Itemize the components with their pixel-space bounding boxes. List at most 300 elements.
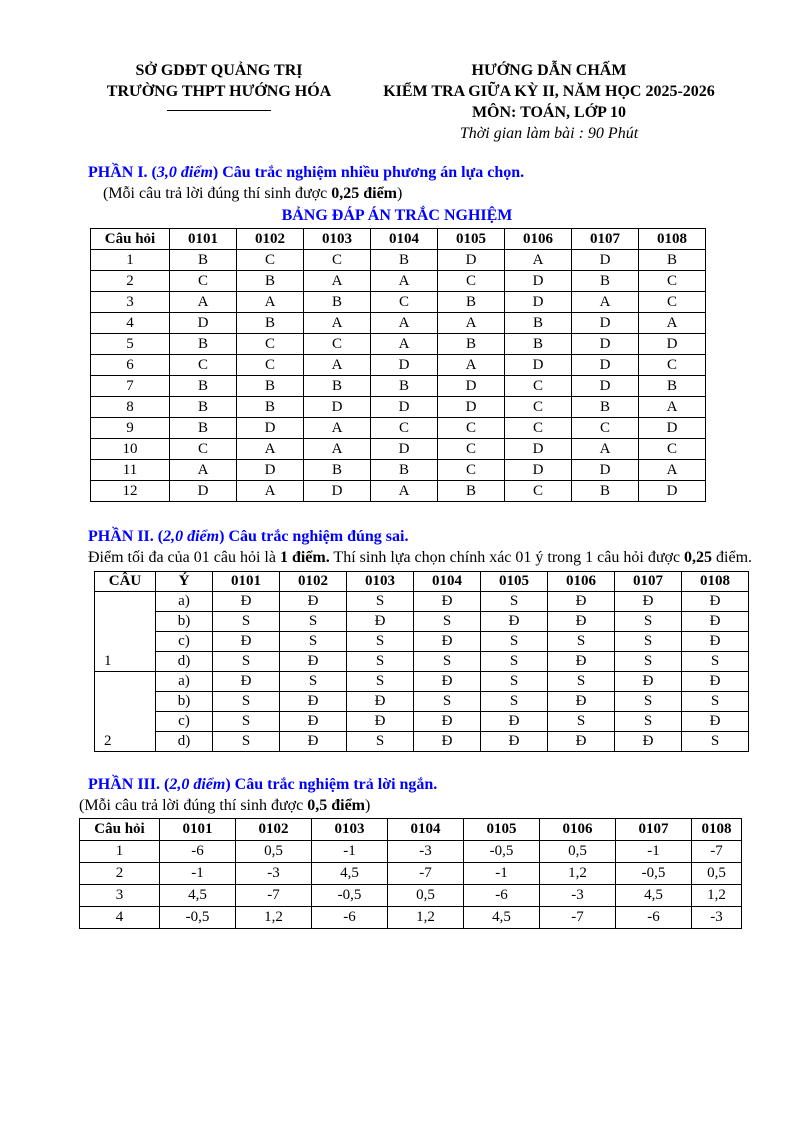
answer-cell: C	[371, 292, 438, 313]
answer-cell: D	[639, 481, 706, 502]
part3-heading	[88, 774, 748, 795]
answer-cell: S	[347, 632, 414, 652]
answer-cell: A	[639, 460, 706, 481]
answer-cell: Đ	[347, 692, 414, 712]
item-label: d)	[156, 652, 213, 672]
question-number: 8	[91, 397, 170, 418]
answer-cell: -6	[312, 907, 388, 929]
column-header: 0105	[438, 229, 505, 250]
answer-cell: C	[639, 439, 706, 460]
answer-cell: S	[481, 652, 548, 672]
answer-cell: D	[170, 313, 237, 334]
column-header: Câu hỏi	[80, 819, 160, 841]
column-header: 0108	[682, 572, 749, 592]
part1-heading	[88, 162, 748, 183]
column-header: 0107	[615, 572, 682, 592]
answer-cell: S	[548, 672, 615, 692]
answer-cell: -7	[540, 907, 616, 929]
table-row	[95, 652, 749, 672]
answer-cell: S	[414, 692, 481, 712]
answer-cell: D	[170, 481, 237, 502]
answer-cell: C	[438, 460, 505, 481]
table-row	[91, 271, 706, 292]
table-row	[91, 397, 706, 418]
answer-cell: S	[280, 612, 347, 632]
answer-cell: D	[438, 376, 505, 397]
answer-cell: A	[639, 397, 706, 418]
column-header: 0102	[236, 819, 312, 841]
table-row	[95, 632, 749, 652]
column-header: 0108	[692, 819, 742, 841]
divider-line	[167, 110, 271, 111]
answer-cell: Đ	[682, 712, 749, 732]
question-number: 2	[80, 863, 160, 885]
part1-heading-suffix: ) Câu trắc nghiệm nhiều phương án lựa chọn.	[212, 164, 525, 181]
answer-cell: A	[505, 250, 572, 271]
answer-cell: S	[615, 612, 682, 632]
department-name: SỞ GDĐT QUẢNG TRỊ	[135, 62, 303, 79]
answer-cell: D	[505, 355, 572, 376]
column-header: Ý	[156, 572, 213, 592]
answer-cell: S	[213, 692, 280, 712]
answer-cell: 4,5	[312, 863, 388, 885]
answer-cell: A	[371, 271, 438, 292]
question-number: 5	[91, 334, 170, 355]
table-row	[91, 439, 706, 460]
answer-cell: A	[572, 439, 639, 460]
answer-cell: S	[213, 712, 280, 732]
table-row	[91, 250, 706, 271]
answer-cell: C	[237, 355, 304, 376]
answer-cell: C	[237, 334, 304, 355]
answer-cell: D	[639, 334, 706, 355]
part2-note-seg3: điểm.	[712, 549, 753, 566]
answer-cell: S	[280, 632, 347, 652]
answer-cell: D	[572, 334, 639, 355]
part3-heading-points: 2,0 điểm	[169, 776, 226, 793]
answer-cell: -0,5	[160, 907, 236, 929]
answer-cell: Đ	[548, 612, 615, 632]
part3-shortanswer-table	[79, 818, 742, 929]
answer-cell: Đ	[548, 692, 615, 712]
answer-cell: A	[639, 313, 706, 334]
answer-cell: S	[481, 592, 548, 612]
column-header: 0104	[388, 819, 464, 841]
column-header: 0106	[540, 819, 616, 841]
table-row	[91, 376, 706, 397]
document-title: HƯỚNG DẪN CHẤM	[471, 62, 627, 79]
answer-cell: Đ	[347, 612, 414, 632]
answer-cell: Đ	[615, 592, 682, 612]
question-number: 1	[80, 841, 160, 863]
item-label: d)	[156, 732, 213, 752]
subject-line: MÔN: TOÁN, LỚP 10	[471, 104, 627, 121]
answer-cell: D	[572, 460, 639, 481]
answer-cell: B	[505, 334, 572, 355]
part2-note	[88, 547, 756, 568]
answer-cell: Đ	[682, 612, 749, 632]
table-row	[80, 907, 742, 929]
part2-heading-suffix: ) Câu trắc nghiệm đúng sai.	[219, 528, 409, 545]
answer-cell: S	[280, 672, 347, 692]
answer-cell: -3	[692, 907, 742, 929]
answer-cell: S	[347, 652, 414, 672]
part3-note	[79, 795, 748, 816]
question-number: 2	[95, 672, 156, 752]
answer-cell: S	[615, 652, 682, 672]
answer-cell: S	[213, 652, 280, 672]
part3-heading-prefix: PHẦN III. (	[88, 776, 170, 793]
answer-cell: -0,5	[616, 863, 692, 885]
answer-cell: B	[304, 292, 371, 313]
answer-cell: Đ	[682, 632, 749, 652]
item-label: b)	[156, 692, 213, 712]
question-number: 11	[91, 460, 170, 481]
column-header: 0103	[304, 229, 371, 250]
answer-cell: B	[438, 334, 505, 355]
answer-cell: B	[371, 460, 438, 481]
table-row	[95, 592, 749, 612]
answer-cell: -7	[236, 885, 312, 907]
answer-cell: B	[572, 397, 639, 418]
answer-cell: Đ	[280, 692, 347, 712]
answer-cell: A	[304, 418, 371, 439]
column-header: Câu hỏi	[91, 229, 170, 250]
part1-heading-prefix: PHẦN I. (	[88, 164, 157, 181]
answer-cell: B	[170, 418, 237, 439]
part3-header-row	[80, 819, 742, 841]
part2-heading-prefix: PHẦN II. (	[88, 528, 164, 545]
answer-cell: Đ	[280, 732, 347, 752]
table-row	[91, 418, 706, 439]
answer-cell: A	[237, 481, 304, 502]
answer-cell: 1,2	[692, 885, 742, 907]
answer-cell: C	[304, 250, 371, 271]
answer-cell: C	[438, 418, 505, 439]
answer-cell: C	[505, 481, 572, 502]
column-header: 0101	[160, 819, 236, 841]
answer-cell: B	[639, 376, 706, 397]
item-label: c)	[156, 712, 213, 732]
answer-cell: B	[639, 250, 706, 271]
question-number: 1	[95, 592, 156, 672]
answer-cell: C	[505, 418, 572, 439]
answer-cell: Đ	[548, 592, 615, 612]
part1-note	[103, 183, 748, 204]
answer-cell: Đ	[213, 672, 280, 692]
column-header: 0101	[213, 572, 280, 592]
answer-cell: C	[170, 355, 237, 376]
answer-cell: C	[639, 355, 706, 376]
answer-cell: Đ	[548, 652, 615, 672]
answer-cell: S	[682, 692, 749, 712]
table-row	[95, 672, 749, 692]
answer-cell: 0,5	[692, 863, 742, 885]
part2-note-seg2: Thí sinh lựa chọn chính xác 01 ý trong 1 câu hỏi được	[329, 549, 685, 566]
question-number: 7	[91, 376, 170, 397]
answer-cell: B	[505, 313, 572, 334]
answer-cell: -1	[160, 863, 236, 885]
column-header: 0104	[371, 229, 438, 250]
answer-cell: D	[438, 397, 505, 418]
answer-cell: C	[371, 418, 438, 439]
table-row	[91, 355, 706, 376]
answer-cell: Đ	[414, 592, 481, 612]
answer-cell: 0,5	[540, 841, 616, 863]
column-header: 0108	[639, 229, 706, 250]
column-header: 0103	[347, 572, 414, 592]
answer-cell: S	[213, 732, 280, 752]
answer-cell: D	[237, 460, 304, 481]
question-number: 6	[91, 355, 170, 376]
answer-cell: -6	[160, 841, 236, 863]
answer-cell: D	[639, 418, 706, 439]
part1-header-row	[91, 229, 706, 250]
part2-heading	[88, 526, 748, 547]
column-header: 0102	[280, 572, 347, 592]
answer-cell: D	[572, 376, 639, 397]
answer-cell: D	[505, 439, 572, 460]
answer-cell: -1	[616, 841, 692, 863]
answer-cell: -3	[388, 841, 464, 863]
answer-cell: 4,5	[616, 885, 692, 907]
answer-cell: B	[237, 397, 304, 418]
table-row	[80, 841, 742, 863]
part3-note-pre: (Mỗi câu trả lời đúng thí sinh được	[79, 797, 308, 814]
answer-cell: S	[615, 712, 682, 732]
answer-cell: D	[371, 439, 438, 460]
part3-note-bold: 0,5 điểm	[307, 797, 366, 814]
answer-cell: D	[572, 355, 639, 376]
table-row	[80, 885, 742, 907]
table-row	[80, 863, 742, 885]
question-number: 1	[91, 250, 170, 271]
answer-cell: -6	[616, 907, 692, 929]
part1-note-pre: (Mỗi câu trả lời đúng thí sinh được	[103, 185, 332, 202]
answer-table-title: BẢNG ĐÁP ÁN TRẮC NGHIỆM	[281, 207, 513, 224]
column-header: CÂU	[95, 572, 156, 592]
answer-cell: D	[304, 481, 371, 502]
answer-cell: A	[304, 439, 371, 460]
answer-cell: Đ	[280, 592, 347, 612]
answer-cell: C	[572, 418, 639, 439]
answer-cell: S	[481, 672, 548, 692]
answer-cell: -0,5	[312, 885, 388, 907]
answer-cell: Đ	[414, 732, 481, 752]
part2-truefalse-table	[94, 571, 749, 752]
answer-cell: Đ	[548, 732, 615, 752]
answer-cell: Đ	[682, 592, 749, 612]
column-header: 0104	[414, 572, 481, 592]
answer-cell: B	[304, 460, 371, 481]
question-number: 3	[80, 885, 160, 907]
table-row	[91, 313, 706, 334]
answer-cell: Đ	[615, 672, 682, 692]
document-header	[88, 60, 748, 144]
table-row	[95, 612, 749, 632]
answer-cell: B	[170, 397, 237, 418]
answer-cell: Đ	[414, 672, 481, 692]
header-school-block	[88, 60, 350, 111]
answer-cell: 0,5	[388, 885, 464, 907]
answer-cell: D	[371, 397, 438, 418]
answer-cell: Đ	[414, 632, 481, 652]
table-row	[91, 292, 706, 313]
answer-cell: D	[237, 418, 304, 439]
answer-cell: C	[639, 271, 706, 292]
answer-cell: A	[371, 481, 438, 502]
answer-cell: B	[237, 313, 304, 334]
answer-cell: A	[572, 292, 639, 313]
question-number: 3	[91, 292, 170, 313]
answer-cell: -7	[692, 841, 742, 863]
table-row	[91, 481, 706, 502]
answer-cell: B	[371, 250, 438, 271]
exam-title: KIỂM TRA GIỮA KỲ II, NĂM HỌC 2025-2026	[383, 83, 715, 100]
column-header: 0103	[312, 819, 388, 841]
question-number: 4	[91, 313, 170, 334]
part2-heading-points: 2,0 điểm	[163, 528, 220, 545]
answer-cell: D	[505, 292, 572, 313]
answer-cell: Đ	[615, 732, 682, 752]
table-row	[95, 732, 749, 752]
part1-answer-table	[90, 228, 706, 502]
answer-cell: -1	[312, 841, 388, 863]
answer-cell: Đ	[414, 712, 481, 732]
answer-cell: 1,2	[540, 863, 616, 885]
answer-cell: C	[505, 376, 572, 397]
question-number: 9	[91, 418, 170, 439]
answer-cell: D	[304, 397, 371, 418]
answer-cell: S	[682, 652, 749, 672]
answer-cell: B	[572, 271, 639, 292]
answer-cell: A	[371, 313, 438, 334]
part1-note-post: )	[397, 185, 403, 202]
answer-cell: S	[347, 672, 414, 692]
answer-cell: S	[682, 732, 749, 752]
part1-heading-points: 3,0 điểm	[156, 164, 213, 181]
answer-cell: C	[170, 271, 237, 292]
item-label: c)	[156, 632, 213, 652]
answer-cell: S	[481, 692, 548, 712]
column-header: 0107	[572, 229, 639, 250]
column-header: 0102	[237, 229, 304, 250]
answer-cell: C	[237, 250, 304, 271]
column-header: 0101	[170, 229, 237, 250]
answer-cell: A	[170, 460, 237, 481]
answer-cell: A	[438, 355, 505, 376]
question-number: 4	[80, 907, 160, 929]
column-header: 0107	[616, 819, 692, 841]
part3-heading-suffix: ) Câu trắc nghiệm trả lời ngắn.	[225, 776, 438, 793]
answer-cell: D	[572, 313, 639, 334]
answer-cell: D	[505, 460, 572, 481]
answer-cell: B	[170, 250, 237, 271]
part2-header-row	[95, 572, 749, 592]
answer-cell: S	[548, 712, 615, 732]
answer-cell: -0,5	[464, 841, 540, 863]
answer-cell: D	[505, 271, 572, 292]
table-row	[95, 692, 749, 712]
school-name: TRƯỜNG THPT HƯỚNG HÓA	[106, 83, 332, 100]
answer-cell: Đ	[280, 652, 347, 672]
answer-cell: 4,5	[464, 907, 540, 929]
answer-cell: A	[237, 439, 304, 460]
column-header: 0105	[464, 819, 540, 841]
answer-cell: C	[505, 397, 572, 418]
answer-cell: B	[170, 334, 237, 355]
answer-cell: -7	[388, 863, 464, 885]
answer-cell: A	[304, 271, 371, 292]
answer-cell: Đ	[481, 732, 548, 752]
answer-cell: S	[347, 592, 414, 612]
answer-cell: S	[615, 692, 682, 712]
answer-cell: Đ	[213, 592, 280, 612]
answer-cell: B	[237, 376, 304, 397]
answer-cell: C	[438, 271, 505, 292]
duration-line: Thời gian làm bài : 90 Phút	[459, 125, 639, 142]
answer-cell: B	[438, 292, 505, 313]
answer-cell: B	[170, 376, 237, 397]
column-header: 0106	[548, 572, 615, 592]
answer-cell: S	[414, 652, 481, 672]
column-header: 0106	[505, 229, 572, 250]
item-label: a)	[156, 592, 213, 612]
table-row	[95, 712, 749, 732]
answer-cell: -3	[236, 863, 312, 885]
answer-cell: Đ	[481, 712, 548, 732]
header-title-block	[350, 60, 748, 144]
answer-cell: Đ	[682, 672, 749, 692]
part3-note-post: )	[365, 797, 371, 814]
item-label: b)	[156, 612, 213, 632]
answer-cell: S	[414, 612, 481, 632]
answer-cell: A	[304, 355, 371, 376]
answer-cell: -6	[464, 885, 540, 907]
question-number: 10	[91, 439, 170, 460]
answer-cell: B	[438, 481, 505, 502]
answer-cell: A	[237, 292, 304, 313]
part1-note-bold: 0,25 điểm	[331, 185, 398, 202]
answer-cell: B	[371, 376, 438, 397]
answer-cell: -3	[540, 885, 616, 907]
answer-cell: D	[572, 250, 639, 271]
answer-cell: C	[170, 439, 237, 460]
answer-cell: Đ	[347, 712, 414, 732]
column-header: 0105	[481, 572, 548, 592]
answer-cell: D	[371, 355, 438, 376]
table-row	[91, 460, 706, 481]
answer-cell: A	[438, 313, 505, 334]
question-number: 12	[91, 481, 170, 502]
answer-cell: S	[481, 632, 548, 652]
answer-cell: S	[548, 632, 615, 652]
answer-cell: Đ	[481, 612, 548, 632]
answer-cell: S	[213, 612, 280, 632]
answer-cell: A	[371, 334, 438, 355]
answer-cell: D	[438, 250, 505, 271]
question-number: 2	[91, 271, 170, 292]
item-label: a)	[156, 672, 213, 692]
answer-cell: C	[304, 334, 371, 355]
part2-note-bold2: 0,25	[684, 549, 713, 566]
answer-cell: S	[615, 632, 682, 652]
answer-cell: Đ	[280, 712, 347, 732]
answer-cell: 0,5	[236, 841, 312, 863]
answer-cell: C	[639, 292, 706, 313]
table-row	[91, 334, 706, 355]
part2-note-bold1: 1 điểm.	[279, 549, 330, 566]
